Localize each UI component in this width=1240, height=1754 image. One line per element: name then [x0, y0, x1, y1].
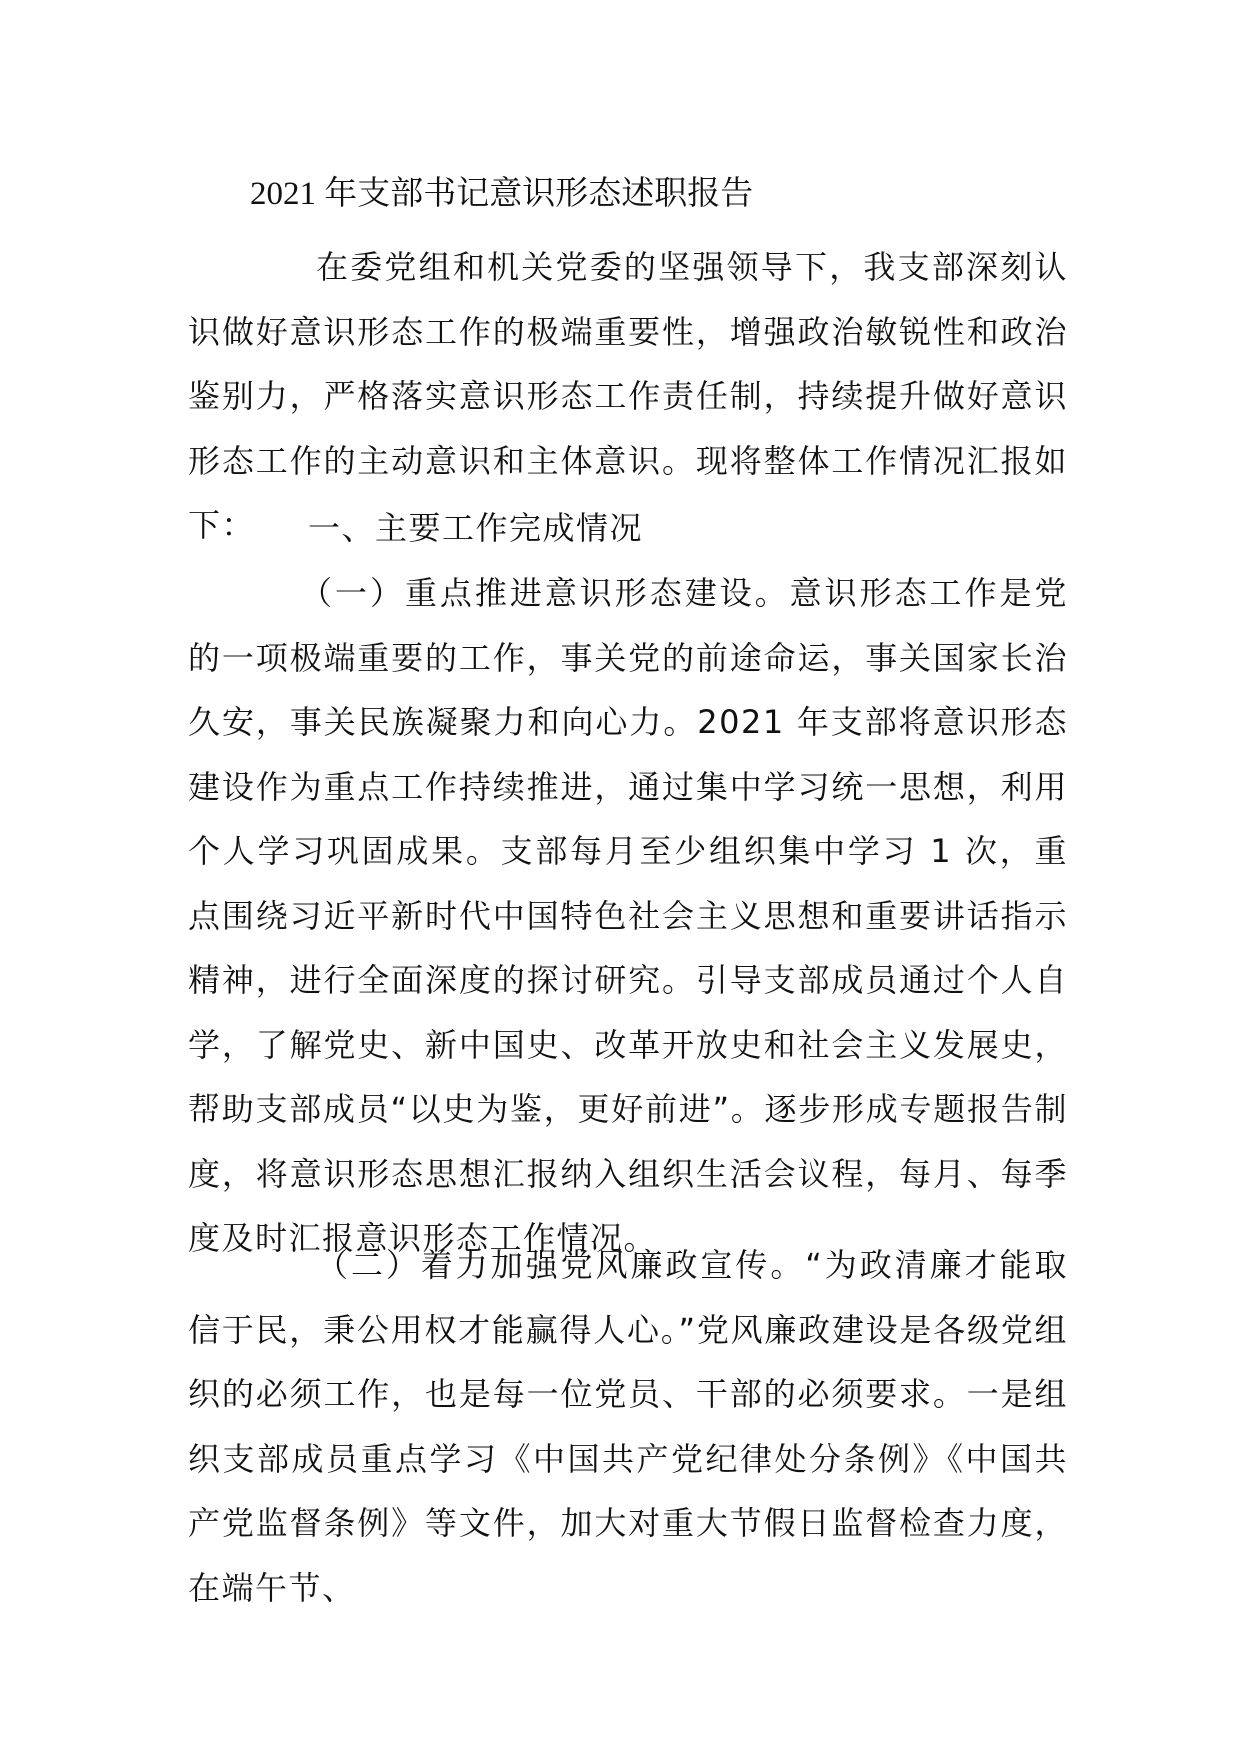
section-heading: 一、主要工作完成情况 — [308, 509, 644, 547]
document-title: 2021 年支部书记意识形态述职报告 — [250, 176, 754, 212]
intro-paragraph: 在委党组和机关党委的坚强领导下，我支部深刻认识做好意识形态工作的极端重要性，增强政治敏锐性和政治鉴别力，严格落实意识形态工作责任制，持续提升做好意识形态工作的主动意识和主体意识。现将整体工作情况汇报如下： — [188, 248, 1068, 544]
item-one-paragraph: （一）重点推进意识形态建设。意识形态工作是党的一项极端重要的工作，事关党的前途命运，事关国家长治久安，事关民族凝聚力和向心力。2021 年支部将意识形态建设作为重点工作持续推进，通过集中学习统一思想，利用个人学习巩固成果。支部每月至少组织集中学习 1 次，重点围绕习近平新时代中国特色社会主义思想和重要讲话指示精神，进行全面深度的探讨研究。引导支部成员通过个人自学，了解党史、新中国史、改革开放史和社会主义发展史，帮助支部成员“以史为鉴，更好前进”。逐步形成专题报告制度，将意识形态思想汇报纳入组织生活会议程，每月、每季度及时汇报意识形态工作情况。 — [188, 574, 1068, 1257]
item-two-paragraph: （二）着力加强党风廉政宣传。“为政清廉才能取信于民，秉公用权才能赢得人心。”党风廉政建设是各级党组织的必须工作，也是每一位党员、干部的必须要求。一是组织支部成员重点学习《中国共产党纪律处分条例》《中国共产党监督条例》等文件，加大对重大节假日监督检查力度，在端午节、 — [188, 1246, 1068, 1607]
